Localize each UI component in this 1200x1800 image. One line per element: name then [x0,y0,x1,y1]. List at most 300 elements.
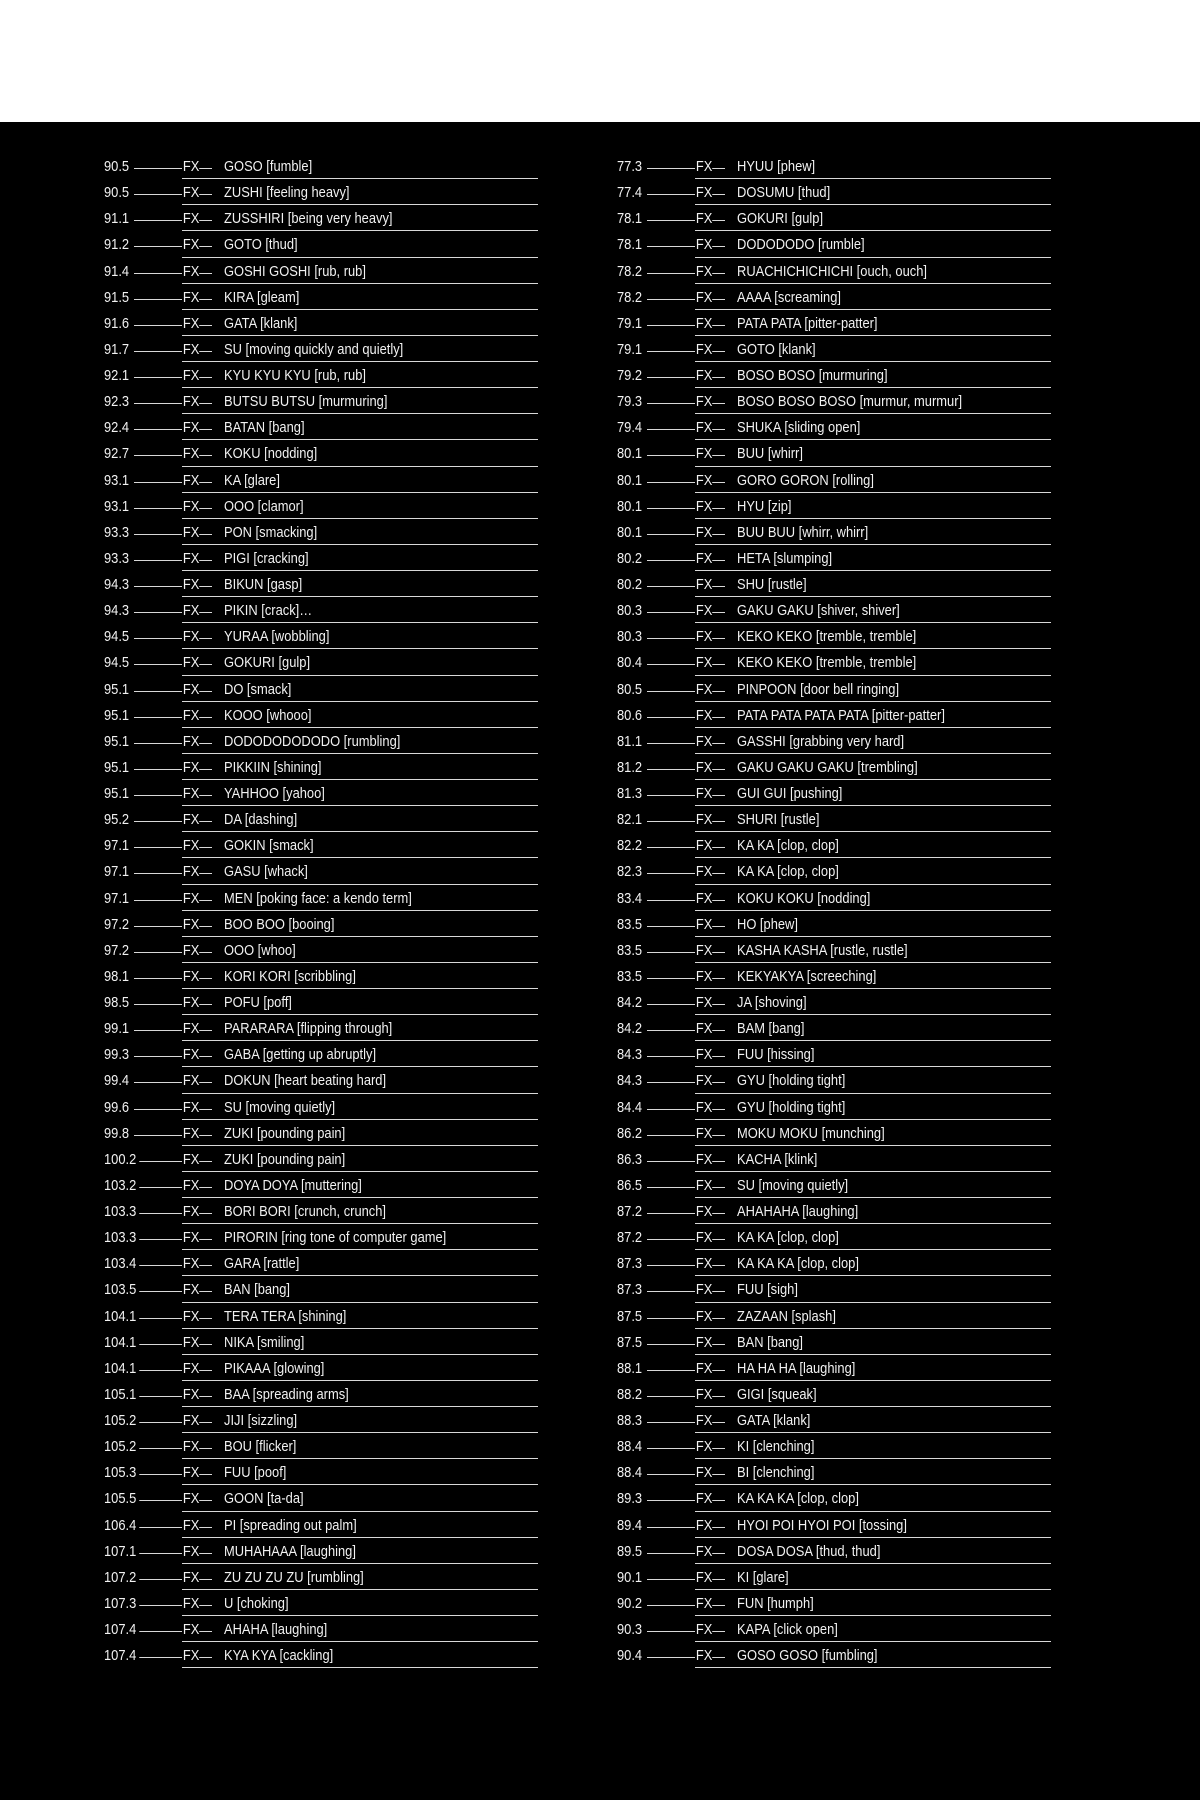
fx-entry-row [104,389,538,415]
fx-entry-row [617,520,1051,546]
page-panel-number: 78.2 [617,289,645,306]
entry-underline [695,962,1051,963]
fx-label: FX [695,602,713,620]
page-panel-number: 84.2 [617,1020,645,1037]
fx-label: FX [182,393,200,411]
entry-underline [695,387,1051,388]
fx-entry-row [104,1356,538,1382]
page-panel-number: 90.1 [617,1569,645,1586]
fx-label: FX [695,941,713,959]
entry-underline [182,727,538,728]
sound-effect-translation: PATA PATA PATA PATA [pitter-patter] [737,706,945,724]
fx-entry-row [104,1565,538,1591]
fx-label: FX [182,1020,200,1038]
page-panel-number: 94.3 [104,576,132,593]
page-panel-number: 91.5 [104,289,132,306]
fx-entry-row [617,938,1051,964]
page-panel-number: 80.3 [617,628,645,645]
fx-entry-row [104,441,538,467]
fx-label: FX [695,497,713,515]
entry-underline [182,1249,538,1250]
page-panel-number: 97.2 [104,916,132,933]
fx-entry-row [617,494,1051,520]
fx-label: FX [182,706,200,724]
sound-effect-translation: BOSO BOSO BOSO [murmur, murmur] [737,393,963,411]
page-panel-number: 95.2 [104,811,132,828]
fx-entry-row [104,1147,538,1173]
fx-entry-row [617,1147,1051,1173]
entry-underline [695,1093,1051,1094]
entry-underline [695,1563,1051,1564]
page-panel-number: 98.5 [104,994,132,1011]
fx-label: FX [695,210,713,228]
fx-label: FX [182,1333,200,1351]
fx-entry-row [617,1225,1051,1251]
sound-effect-translation: HYUU [phew] [737,158,816,175]
fx-entry-row [617,781,1051,807]
fx-entry-row [617,1643,1051,1669]
entry-underline [182,361,538,362]
fx-label: FX [182,1176,200,1194]
fx-entry-row [104,1643,538,1669]
entry-underline [182,1511,538,1512]
entry-underline [182,518,538,519]
fx-entry-row [617,1095,1051,1121]
fx-entry-row [617,1591,1051,1617]
page-panel-number: 82.3 [617,863,645,880]
entry-underline [695,936,1051,937]
page-panel-number: 87.5 [617,1334,645,1351]
fx-label: FX [695,680,713,698]
page-panel-number: 80.1 [617,524,645,541]
fx-entry-row [104,833,538,859]
fx-entry-row [104,729,538,755]
page-panel-number: 100.2 [104,1151,139,1168]
fx-entry-row [104,990,538,1016]
sound-effect-translation: ZU ZU ZU ZU [rumbling] [224,1568,364,1586]
sound-effect-translation: FUU [sigh] [737,1281,798,1299]
fx-entry-row [104,1251,538,1277]
sound-effect-translation: DOSUMU [thud] [737,184,831,202]
page-panel-number: 89.5 [617,1543,645,1560]
fx-entry-row [104,677,538,703]
entry-underline [695,570,1051,571]
page-panel-number: 99.6 [104,1099,132,1116]
fx-label: FX [182,811,200,829]
page-panel-number: 87.5 [617,1308,645,1325]
page-panel-number: 80.4 [617,654,645,671]
entry-underline [695,701,1051,702]
page-panel-number: 91.1 [104,210,132,227]
entry-underline [182,1484,538,1485]
fx-entry-row [617,964,1051,990]
fx-label: FX [182,1150,200,1168]
fx-label: FX [182,1490,200,1508]
page-panel-number: 90.3 [617,1621,645,1638]
page-panel-number: 107.4 [104,1647,139,1664]
entry-underline [695,648,1051,649]
fx-label: FX [182,288,200,306]
fx-entry-row [617,990,1051,1016]
fx-entry-row [104,1486,538,1512]
top-white-margin [0,0,1200,122]
sound-effect-translation: KEKYAKYA [screeching] [737,967,877,985]
entry-underline [695,910,1051,911]
fx-label: FX [695,994,713,1011]
page-panel-number: 81.2 [617,759,645,776]
fx-label: FX [695,158,713,175]
page-panel-number: 90.2 [617,1595,645,1612]
entry-underline [695,1223,1051,1224]
fx-entry-row [617,677,1051,703]
page-panel-number: 79.3 [617,393,645,410]
entry-underline [695,492,1051,493]
fx-entry-row [617,1356,1051,1382]
page-panel-number: 95.1 [104,759,132,776]
sound-effect-translation: PON [smacking] [224,523,318,541]
fx-entry-row [104,781,538,807]
fx-entry-row [104,1016,538,1042]
page-panel-number: 104.1 [104,1360,139,1377]
fx-label: FX [695,340,713,358]
fx-label: FX [695,837,713,855]
page-panel-number: 84.3 [617,1072,645,1089]
sound-effect-translation: GABA [getting up abruptly] [224,1046,377,1064]
fx-entry-row [617,285,1051,311]
fx-entry-row [617,1042,1051,1068]
entry-underline [695,857,1051,858]
sound-effect-translation: PIKIN [crack]… [224,602,313,620]
sound-effect-translation: GOKIN [smack] [224,837,314,855]
entry-underline [182,283,538,284]
entry-underline [695,1511,1051,1512]
fx-entry-row [617,703,1051,729]
page-panel-number: 82.1 [617,811,645,828]
fx-label: FX [695,1594,713,1612]
page-panel-number: 104.1 [104,1308,139,1325]
page-panel-number: 92.3 [104,393,132,410]
fx-label: FX [695,863,713,881]
page-panel-number: 97.1 [104,890,132,907]
entry-underline [695,335,1051,336]
page-panel-number: 92.7 [104,445,132,462]
sound-effect-translation: BIKUN [gasp] [224,576,303,593]
entry-underline [695,257,1051,258]
sound-effect-translation: ZUKI [pounding pain] [224,1150,346,1168]
entry-underline [182,1589,538,1590]
fx-label: FX [695,1046,713,1064]
entry-underline [182,1615,538,1616]
page-panel-number: 88.2 [617,1386,645,1403]
entry-underline [182,1328,538,1329]
page-panel-number: 99.3 [104,1046,132,1063]
entry-underline [695,1641,1051,1642]
fx-label: FX [695,732,713,750]
fx-label: FX [695,1333,713,1351]
fx-label: FX [695,367,713,384]
fx-label: FX [182,1098,200,1116]
fx-label: FX [695,236,713,254]
sound-effect-translation: BUU BUU [whirr, whirr] [737,523,869,541]
page-panel-number: 105.2 [104,1412,139,1429]
fx-label: FX [182,158,200,175]
entry-underline [182,884,538,885]
fx-entry-row [617,1173,1051,1199]
fx-label: FX [695,1438,713,1456]
page-panel-number: 80.5 [617,681,645,698]
fx-entry-row [104,337,538,363]
fx-entry-row [617,1539,1051,1565]
fx-label: FX [182,732,200,750]
page-panel-number: 103.3 [104,1203,139,1220]
entry-underline [695,1667,1051,1668]
sound-effect-translation: POFU [poff] [224,994,292,1011]
fx-label: FX [182,1621,200,1638]
fx-label: FX [182,1438,200,1456]
sound-effect-translation: SU [moving quietly] [224,1098,336,1116]
entry-underline [182,1432,538,1433]
sound-effect-translation: PARARARA [flipping through] [224,1020,393,1038]
page-panel-number: 91.6 [104,315,132,332]
page-panel-number: 99.4 [104,1072,132,1089]
page-panel-number: 84.4 [617,1099,645,1116]
fx-entry-row [104,703,538,729]
sound-effect-translation: KYA KYA [cackling] [224,1647,334,1665]
entry-underline [182,230,538,231]
sound-effect-translation: ZUSSHIRI [being very heavy] [224,210,393,228]
sound-effect-translation: KA KA [clop, clop] [737,863,839,881]
sound-effect-translation: GYU [holding tight] [737,1072,846,1090]
sound-effect-translation: GAKU GAKU GAKU [trembling] [737,758,918,776]
entry-underline [182,1302,538,1303]
sound-effect-translation: AAAA [screaming] [737,288,841,306]
fx-label: FX [695,1490,713,1508]
sound-effect-translation: PINPOON [door bell ringing] [737,680,900,698]
entry-underline [182,1641,538,1642]
fx-label: FX [695,654,713,672]
fx-entry-row [617,206,1051,232]
entry-underline [695,1537,1051,1538]
fx-label: FX [695,1568,713,1586]
entry-underline [695,1014,1051,1015]
page-panel-number: 103.5 [104,1281,139,1298]
fx-entry-row [104,807,538,833]
fx-label: FX [182,837,200,855]
fx-entry-row [104,520,538,546]
entry-underline [182,204,538,205]
entry-underline [695,230,1051,231]
page-panel-number: 78.2 [617,263,645,280]
fx-entry-row [617,912,1051,938]
fx-entry-row [617,859,1051,885]
sound-effect-translation: GOSO GOSO [fumbling] [737,1647,878,1665]
page-panel-number: 86.2 [617,1125,645,1142]
entry-underline [695,596,1051,597]
sound-effect-translation: KACHA [klink] [737,1150,818,1168]
fx-label: FX [182,602,200,620]
fx-entry-row [617,1617,1051,1643]
fx-label: FX [695,889,713,907]
entry-underline [695,1171,1051,1172]
fx-entry-row [617,389,1051,415]
fx-entry-row [617,337,1051,363]
sound-effect-translation: BATAN [bang] [224,419,305,437]
fx-label: FX [695,445,713,463]
sound-effect-translation: PIKKIIN [shining] [224,758,322,776]
sound-effect-translation: MOKU MOKU [munching] [737,1124,885,1142]
fx-label: FX [695,262,713,280]
fx-label: FX [182,941,200,959]
page-panel-number: 80.1 [617,498,645,515]
sound-effect-translation: FUU [poof] [224,1464,287,1482]
fx-entry-row [104,1173,538,1199]
sound-effect-translation: DOYA DOYA [muttering] [224,1176,362,1194]
fx-label: FX [695,549,713,567]
sound-effect-translation: BUTSU BUTSU [murmuring] [224,393,388,411]
fx-label: FX [182,915,200,933]
fx-label: FX [695,393,713,411]
page-panel-number: 93.3 [104,524,132,541]
page-panel-number: 107.1 [104,1543,139,1560]
sound-effect-translation: ZUSHI [feeling heavy] [224,184,350,202]
fx-entry-row [104,859,538,885]
page-panel-number: 80.1 [617,472,645,489]
fx-label: FX [695,1359,713,1377]
fx-entry-row [104,1382,538,1408]
page-panel-number: 84.2 [617,994,645,1011]
page-panel-number: 79.1 [617,315,645,332]
page-panel-number: 105.5 [104,1490,139,1507]
entry-underline [695,1406,1051,1407]
sound-effect-translation: BAA [spreading arms] [224,1385,349,1403]
fx-entry-row [617,363,1051,389]
page-panel-number: 97.1 [104,837,132,854]
sound-effect-translation: JA [shoving] [737,994,807,1011]
fx-entry-row [104,1591,538,1617]
entry-underline [182,910,538,911]
fx-label: FX [695,1542,713,1560]
sound-effect-translation: FUN [humph] [737,1594,814,1612]
fx-list-right-column [617,154,1051,1669]
fx-label: FX [695,1385,713,1403]
entry-underline [695,466,1051,467]
page-panel-number: 91.2 [104,236,132,253]
entry-underline [182,178,538,179]
entry-underline [695,1197,1051,1198]
sound-effect-translation: GOSO [fumble] [224,158,313,175]
fx-entry-row [104,912,538,938]
entry-underline [182,413,538,414]
page-panel-number: 88.3 [617,1412,645,1429]
page-panel-number: 77.4 [617,184,645,201]
page-panel-number: 86.3 [617,1151,645,1168]
fx-entry-row [104,1095,538,1121]
page-panel-number: 88.4 [617,1438,645,1455]
entry-underline [182,1040,538,1041]
sound-effect-translation: OOO [clamor] [224,497,304,515]
fx-entry-row [617,1382,1051,1408]
sound-effect-translation: SU [moving quickly and quietly] [224,340,404,358]
entry-underline [182,831,538,832]
fx-label: FX [182,419,200,437]
fx-label: FX [182,210,200,228]
fx-entry-row [617,755,1051,781]
entry-underline [695,779,1051,780]
page-panel-number: 88.1 [617,1360,645,1377]
sound-effect-translation: GATA [klank] [737,1412,811,1429]
sound-effect-translation: HYU [zip] [737,497,792,515]
sound-effect-translation: HO [phew] [737,915,798,933]
page-panel-number: 107.3 [104,1595,139,1612]
page-panel-number: 82.2 [617,837,645,854]
fx-entry-row [104,415,538,441]
page-panel-number: 83.4 [617,890,645,907]
fx-label: FX [182,1385,200,1403]
page-panel-number: 81.1 [617,733,645,750]
sound-effect-translation: YAHHOO [yahoo] [224,785,325,802]
page-panel-number: 79.2 [617,367,645,384]
entry-underline [182,335,538,336]
page-panel-number: 94.5 [104,628,132,645]
sound-effect-translation: DOKUN [heart beating hard] [224,1072,387,1090]
page-panel-number: 80.6 [617,707,645,724]
entry-underline [182,1093,538,1094]
entry-underline [695,1066,1051,1067]
page-panel-number: 107.4 [104,1621,139,1638]
fx-entry-row [617,259,1051,285]
sound-effect-translation: DA [dashing] [224,811,298,829]
entry-underline [182,466,538,467]
entry-underline [182,1171,538,1172]
sound-effect-translation: MUHAHAAA [laughing] [224,1542,356,1560]
entry-underline [182,309,538,310]
sound-effect-translation: KA KA [clop, clop] [737,837,839,855]
sound-effect-translation: BUU [whirr] [737,445,803,463]
fx-label: FX [695,1647,713,1665]
fx-entry-row [617,1016,1051,1042]
page-panel-number: 95.1 [104,785,132,802]
fx-label: FX [182,1307,200,1325]
fx-label: FX [182,497,200,515]
fx-label: FX [695,419,713,437]
sound-effect-translation: ZUKI [pounding pain] [224,1124,346,1142]
page-panel-number: 89.3 [617,1490,645,1507]
sound-effect-translation: GATA [klank] [224,314,298,332]
fx-entry-row [617,1251,1051,1277]
fx-label: FX [182,1229,200,1247]
page-panel-number: 79.4 [617,419,645,436]
fx-entry-row [617,886,1051,912]
fx-entry-row [104,1539,538,1565]
fx-label: FX [695,1307,713,1325]
fx-entry-row [617,572,1051,598]
fx-label: FX [182,1516,200,1534]
fx-entry-row [104,624,538,650]
fx-entry-row [617,311,1051,337]
fx-label: FX [182,1542,200,1560]
sound-effect-translation: BAN [bang] [224,1281,290,1299]
fx-entry-row [104,1513,538,1539]
page-panel-number: 78.1 [617,236,645,253]
sound-effect-translation: GARA [rattle] [224,1255,300,1273]
page-panel-number: 99.1 [104,1020,132,1037]
page-panel-number: 79.1 [617,341,645,358]
sound-effect-translation: DODODODODODO [rumbling] [224,732,401,750]
fx-label: FX [695,1203,713,1220]
page-panel-number: 103.3 [104,1229,139,1246]
fx-entry-row [617,415,1051,441]
page-panel-number: 80.2 [617,576,645,593]
